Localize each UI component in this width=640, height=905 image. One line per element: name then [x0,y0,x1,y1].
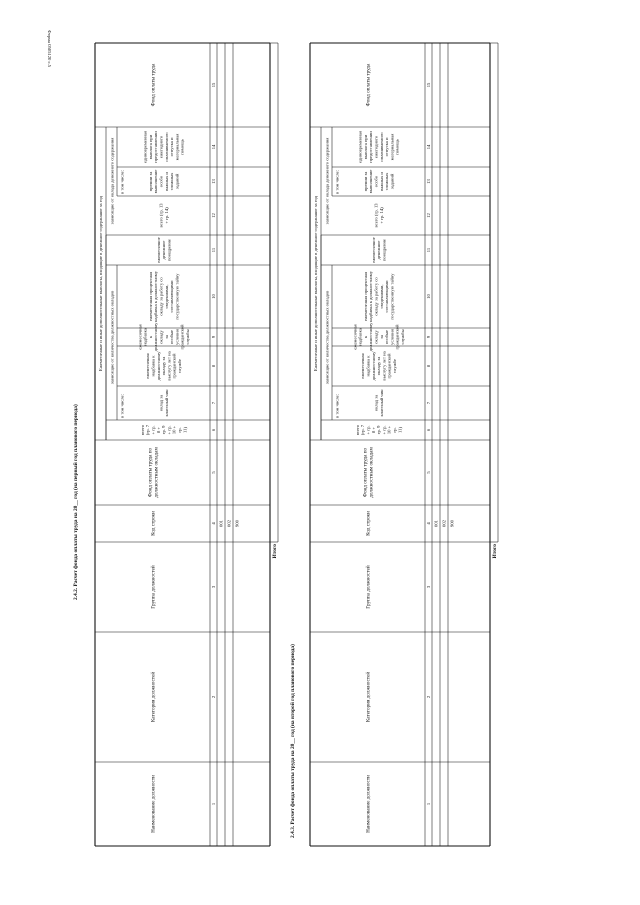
column-header-2 [364,672,371,722]
svg-text:(гр. 7: (гр. 7 [145,424,151,436]
svg-text:окладу за: окладу за [376,356,382,376]
column-number: 10 [211,294,216,299]
svg-text:материальная: материальная [174,133,180,161]
svg-text:особые: особые [384,329,390,345]
svg-text:премии за: премии за [147,171,153,192]
svg-text:премии за: премии за [362,171,368,192]
svg-text:10 +: 10 + [171,425,177,435]
svg-text:отпуска и: отпуска и [384,137,390,157]
svg-text:11): 11) [182,427,188,433]
svg-text:всего: всего [139,424,145,436]
total-label: Итого [492,544,498,559]
row-code: 900 [449,520,455,527]
svg-text:к: к [362,335,368,339]
row-code: 900 [234,520,240,527]
svg-text:2.4.2. Расчет фонда оплаты тру: 2.4.2. Расчет фонда оплаты труда на 20__ год (на первый год планового периода) [73,404,79,600]
column-number: 5 [426,471,431,474]
svg-text:сложных: сложных [169,172,175,191]
svg-text:Фонд оплаты труда по: Фонд оплаты труда по [147,447,154,498]
wide-header-title: Ежемесячные и иные дополнительные выплаты, входящие в денежное содержание за год [98,196,103,371]
svg-text:гражданской: гражданской [179,324,185,350]
svg-text:предоставлении: предоставлении [153,131,159,163]
column-number: 2 [211,695,216,699]
column-number: 3 [211,585,216,589]
svg-text:надбавка к должностному: надбавка к должностному [153,271,159,322]
column-number: 13 [211,179,216,184]
svg-text:должностному: должностному [368,322,374,352]
svg-text:в том числе:: в том числе: [119,394,125,418]
svg-text:оклад за: оклад за [158,394,164,412]
column-number: 4 [426,522,431,525]
column-header-1 [365,775,371,833]
column-number: 14 [211,144,216,150]
column-number: 14 [426,144,431,150]
in-that-label [335,394,340,418]
svg-text:Категория должностей: Категория должностей [365,671,372,723]
row-code: 002 [441,520,447,527]
column-number: 11 [426,247,431,253]
section-title-2-4-3 [289,644,296,838]
column-number: 1 [211,802,216,806]
svg-text:особо: особо [373,175,379,188]
svg-text:ежемесячная процентная: ежемесячная процентная [147,271,153,322]
column-number: 7 [211,401,216,405]
svg-text:сложных: сложных [384,172,390,191]
svg-text:Код строки: Код строки [365,511,372,536]
svg-text:+ гр.: + гр. [150,425,156,435]
svg-text:8 +: 8 + [155,426,161,434]
svg-text:окладу: окладу [158,330,164,344]
svg-text:должностным окладам: должностным окладам [153,447,160,498]
svg-text:государственную тайну: государственную тайну [389,273,395,320]
svg-text:всего (гр. 13: всего (гр. 13 [158,203,164,228]
svg-text:зависящие от оклада денежного: зависящие от оклада денежного содержания [324,137,330,225]
svg-text:оплачиваемого: оплачиваемого [163,132,169,162]
column-header-15 [150,63,156,106]
column-header-4 [150,511,156,536]
svg-text:составляющими: составляющими [169,280,175,313]
svg-text:8 +: 8 + [370,426,376,434]
column-header-4 [365,511,371,536]
svg-text:выплата при: выплата при [147,134,153,160]
svg-text:Фонд оплаты труда: Фонд оплаты труда [150,63,157,107]
svg-text:надбавка: надбавка [357,328,363,346]
svg-text:выплата при: выплата при [362,134,368,160]
svg-text:Код строки: Код строки [150,511,157,536]
svg-text:ежегодного: ежегодного [373,135,379,159]
svg-text:заданий: заданий [389,173,395,190]
column-header-3 [149,565,156,609]
svg-text:оплачиваемого: оплачиваемого [378,132,384,162]
column-number: 4 [211,522,216,525]
svg-text:заданий: заданий [174,173,180,190]
column-number: 6 [211,428,216,432]
svg-text:за: за [163,335,169,339]
svg-text:ежемесячная: ежемесячная [145,353,151,379]
svg-text:Группа должностей: Группа должностей [365,565,372,609]
svg-text:Наименование должности: Наименование должности [365,775,372,833]
svg-text:(гр. 7: (гр. 7 [360,424,366,436]
svg-text:в том числе:: в том числе: [334,394,340,418]
svg-text:к: к [147,335,153,339]
svg-text:+ гр.: + гр. [365,425,371,435]
column-header-1 [150,775,156,833]
svg-text:выполнение: выполнение [153,169,159,194]
svg-text:Фонд оплаты труда по: Фонд оплаты труда по [362,447,369,498]
svg-text:гражданской: гражданской [394,324,400,350]
svg-text:ежемесячное: ежемесячное [155,237,161,263]
svg-text:службы: службы [399,329,405,345]
svg-text:ежемесячное: ежемесячное [370,237,376,263]
svg-text:должностному: должностному [370,351,376,381]
column-header-3 [364,565,371,609]
svg-text:службе: службе [391,359,397,373]
svg-text:оклад за: оклад за [373,394,379,412]
column-number: 6 [426,428,431,432]
svg-text:Фонд оплаты труда: Фонд оплаты труда [365,63,372,107]
svg-text:Категория должностей: Категория должностей [150,671,157,723]
svg-text:гр. 9: гр. 9 [161,425,167,435]
column-number: 9 [426,335,431,339]
svg-text:надбавка к: надбавка к [150,355,156,377]
column-number: 1 [426,802,431,806]
svg-text:+ гр.: + гр. [381,425,387,435]
svg-text:всего: всего [354,424,360,436]
svg-text:10 +: 10 + [386,425,392,435]
svg-text:службы: службы [184,329,190,345]
svg-text:материальная: материальная [389,133,395,161]
svg-text:условия: условия [389,329,395,345]
column-number: 5 [211,471,216,474]
svg-text:окладу: окладу [373,330,379,344]
column-number: 8 [426,364,431,368]
svg-text:помощь: помощь [179,139,185,155]
column-header-14 [358,130,400,163]
svg-text:ежемесячная: ежемесячная [352,324,358,350]
svg-text:должностному: должностному [153,322,159,352]
svg-text:ежемесячная процентная: ежемесячная процентная [362,271,368,322]
svg-text:особые: особые [169,329,175,345]
wide-header-title: Ежемесячные и иные дополнительные выплаты, входящие в денежное содержание за год [313,196,318,371]
svg-text:окладу за работу со: окладу за работу со [373,277,379,316]
svg-text:предоставлении: предоставлении [368,131,374,163]
column-header-15 [365,63,371,106]
column-number: 11 [211,247,216,253]
in-that-label [335,170,340,194]
column-number: 15 [211,82,216,88]
svg-text:надбавка к: надбавка к [365,355,371,377]
svg-text:в том числе:: в том числе: [334,170,340,194]
svg-text:11): 11) [397,427,403,433]
group-salary-label [325,290,330,384]
svg-text:Наименование должности: Наименование должности [150,775,157,833]
column-header-5 [362,447,374,498]
svg-text:гражданской: гражданской [386,353,392,379]
svg-text:гр.: гр. [176,427,182,433]
column-number: 2 [426,695,431,699]
form-code: Форма 0505120 с.5 [47,30,52,67]
svg-text:+ гр. 14): + гр. 14) [163,207,169,224]
svg-text:классный чин: классный чин [163,389,169,417]
column-header-11 [156,237,172,263]
svg-text:надбавка: надбавка [142,328,148,346]
column-number: 12 [426,213,431,218]
column-number: 3 [426,585,431,589]
svg-text:зависящие от количества должно: зависящие от количества должностных окладов [109,290,115,385]
group-content-label [110,137,115,225]
svg-text:важных и: важных и [163,172,169,191]
svg-text:сведениями,: сведениями, [378,284,384,309]
svg-text:гр.: гр. [391,427,397,433]
in-that-label [120,394,125,418]
in-that-label [120,170,125,194]
svg-text:денежное: денежное [376,240,382,260]
svg-text:службе: службе [176,359,182,373]
row-code: 001 [218,520,224,527]
group-content-label [325,137,330,225]
row-code: 002 [226,520,232,527]
svg-text:условия: условия [174,329,180,345]
svg-text:выслугу лет на: выслугу лет на [381,351,387,381]
svg-text:+ гр. 14): + гр. 14) [378,207,384,224]
svg-text:особо: особо [158,175,164,188]
svg-text:гр. 9: гр. 9 [376,425,382,435]
svg-text:зависящие от оклада денежного: зависящие от оклада денежного содержания [109,137,115,225]
column-number: 9 [211,335,216,339]
column-number: 7 [426,401,431,405]
svg-text:должностному: должностному [155,351,161,381]
svg-text:выслугу лет на: выслугу лет на [166,351,172,381]
svg-text:государственную тайну: государственную тайну [174,273,180,320]
column-header-14 [143,130,185,163]
svg-text:поощрение: поощрение [166,239,172,261]
svg-text:должностным окладам: должностным окладам [368,447,375,498]
column-number: 12 [211,213,216,218]
svg-text:за: за [378,335,384,339]
row-code: 001 [433,520,439,527]
svg-text:окладу за: окладу за [161,356,167,376]
column-number: 13 [426,179,431,184]
svg-text:помощь: помощь [394,139,400,155]
svg-text:зависящие от количества должно: зависящие от количества должностных окладов [324,290,330,385]
svg-text:единовременная: единовременная [357,130,363,164]
svg-text:+ гр.: + гр. [166,425,172,435]
svg-text:ежемесячная: ежемесячная [137,324,143,350]
column-number: 10 [426,294,431,299]
svg-text:составляющими: составляющими [384,280,390,313]
svg-text:в том числе:: в том числе: [119,170,125,194]
svg-text:классный чин: классный чин [378,389,384,417]
svg-text:отпуска и: отпуска и [169,137,175,157]
svg-text:всего (гр. 13: всего (гр. 13 [373,203,379,228]
svg-text:гражданской: гражданской [171,353,177,379]
svg-text:поощрение: поощрение [381,239,387,261]
svg-text:важных и: важных и [378,172,384,191]
column-number: 8 [211,364,216,368]
svg-text:денежное: денежное [161,240,167,260]
group-salary-label [110,290,115,384]
column-header-5 [147,447,159,498]
svg-text:надбавка к должностному: надбавка к должностному [368,271,374,322]
column-number: 15 [426,82,431,88]
svg-text:ежегодного: ежегодного [158,135,164,159]
svg-text:окладу за работу со: окладу за работу со [158,277,164,316]
column-header-11 [371,237,387,263]
svg-text:ежемесячная: ежемесячная [360,353,366,379]
column-header-2 [149,672,156,722]
svg-text:2.4.3. Расчет фонда оплаты тру: 2.4.3. Расчет фонда оплаты труда на 20__ год (на второй год планового периода) [290,644,296,838]
svg-text:сведениями,: сведениями, [163,284,169,309]
svg-text:единовременная: единовременная [142,130,148,164]
svg-text:выполнение: выполнение [368,169,374,194]
total-label: Итого [272,544,278,559]
svg-text:Группа должностей: Группа должностей [150,565,157,609]
section-title-2-4-2 [72,404,79,600]
